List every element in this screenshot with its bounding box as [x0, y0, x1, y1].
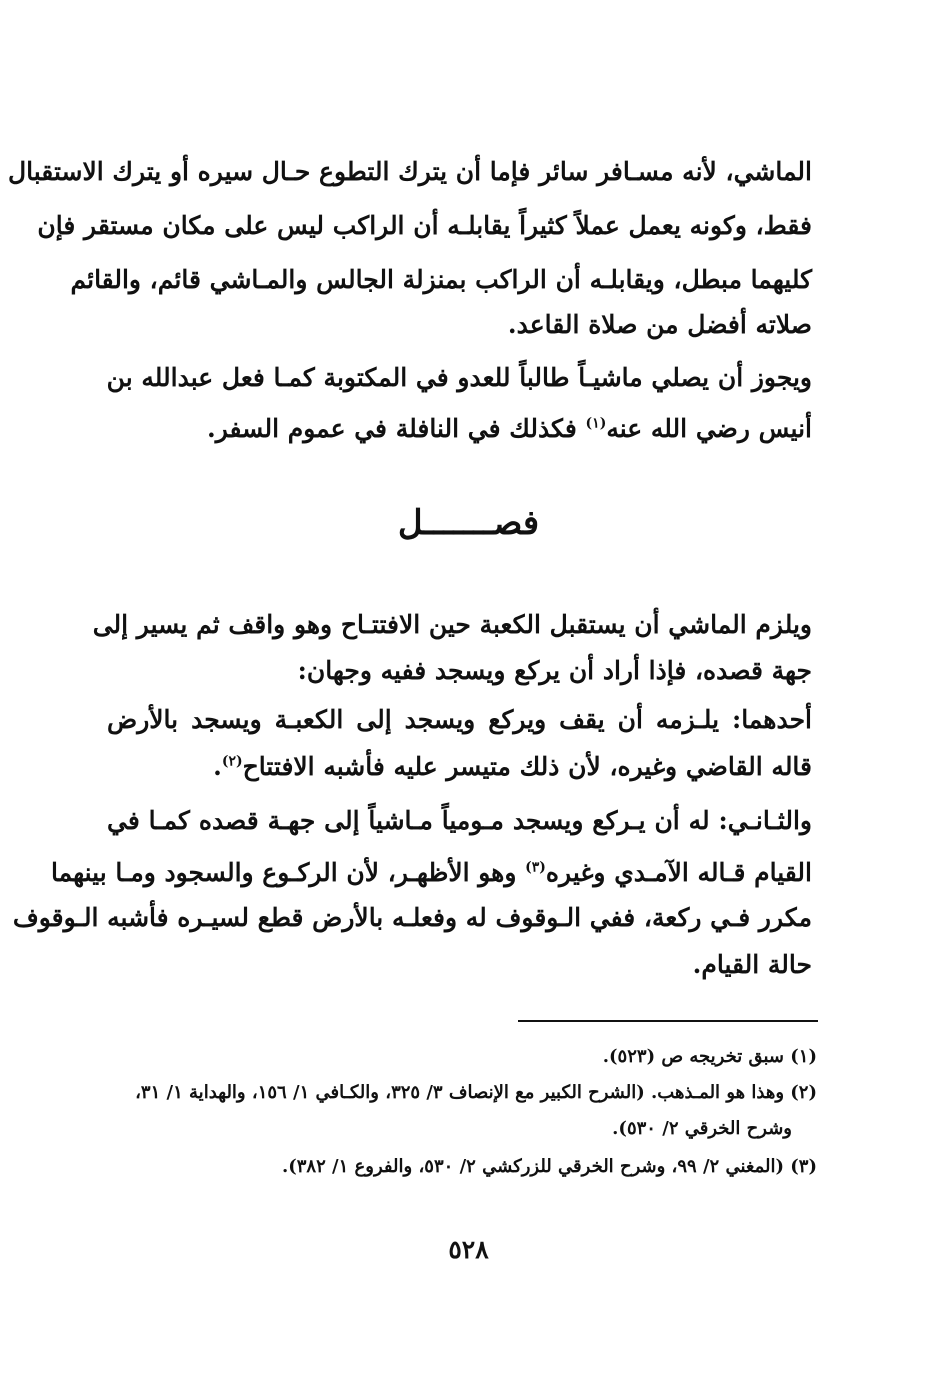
body-line-6-tail: فكذلك في النافلة في عموم السفر. — [207, 414, 586, 443]
body-line-9: أحدهما: يلـزمه أن يقف ويركع ويسجد إلى الكعبـة ويسجد بالأرض — [107, 705, 812, 734]
body-line-8: جهة قصده، فإذا أراد أن يركع ويسجد ففيه وجهان: — [297, 656, 812, 685]
footnote-3: (٣) (المغني ٢/ ٩٩، وشرح الخرقي للزركشي ٢/ ٥٣٠، والفروع ١/ ٣٨٢). — [281, 1156, 817, 1177]
footnote-separator — [518, 1020, 818, 1022]
footnote-marker-2: (٢) — [221, 753, 243, 770]
body-line-10-period: . — [213, 752, 222, 781]
body-line-1: الماشي، لأنه مسـافر سائر فإما أن يترك التطوع حـال سيره أو يترك الاستقبال — [7, 157, 812, 186]
body-line-2: فقط، وكونه يعمل عملاً كثيراً يقابلـه أن الراكب ليس على مكان مستقر فإن — [37, 211, 812, 240]
body-line-6-head: أنيس رضي الله عنه — [606, 414, 812, 443]
body-line-11: والثـانـي: له أن يـركع ويسجد مـومياً مـاشياً إلى جهـة قصده كمـا في — [107, 806, 812, 835]
page-number: ٥٢٨ — [448, 1235, 489, 1264]
body-line-4: صلاته أفضل من صلاة القاعد. — [507, 310, 812, 339]
body-line-10-head: قاله القاضي وغيره، لأن ذلك متيسر عليه فأشبه الافتتاح — [242, 752, 812, 781]
body-line-14: حالة القيام. — [692, 950, 812, 979]
body-line-10 — [107, 742, 812, 794]
footnote-2: (٢) وهذا هو المـذهب. (الشرح الكبير مع الإنصاف ٣/ ٣٢٥، والكـافي ١/ ١٥٦، والهداية ١/ ٣١، — [135, 1082, 817, 1103]
body-line-5: ويجوز أن يصلي ماشيـاً طالباً للعدو في المكتوبة كمـا فعل عبدالله بن — [106, 363, 812, 392]
footnote-1: (١) سبق تخريجه ص (٥٢٣). — [602, 1046, 817, 1067]
section-heading: فصـــــــل — [397, 503, 540, 543]
body-line-13: مكرر فـي ركعة، ففي الـوقوف له وفعلـه بالأرض قطع لسيـره فأشبه الـوقوف — [12, 903, 812, 932]
body-line-12-head: القيام قـاله الآمـدي وغيره — [545, 858, 812, 887]
footnote-2-continued: وشرح الخرقي ٢/ ٥٣٠). — [612, 1118, 792, 1139]
footnote-marker-3: (٣) — [525, 859, 546, 876]
body-line-6 — [107, 404, 812, 456]
body-line-7: ويلزم الماشي أن يستقبل الكعبة حين الافتتـاح وهو واقف ثم يسير إلى — [92, 610, 812, 639]
footnote-marker-1: (١) — [585, 415, 607, 432]
body-line-3: كليهما مبطل، ويقابلـه أن الراكب بمنزلة الجالس والمـاشي قائم، والقائم — [70, 265, 812, 294]
body-line-12-tail: وهو الأظهـر، لأن الركـوع والسجود ومـا بينهما — [51, 858, 526, 887]
